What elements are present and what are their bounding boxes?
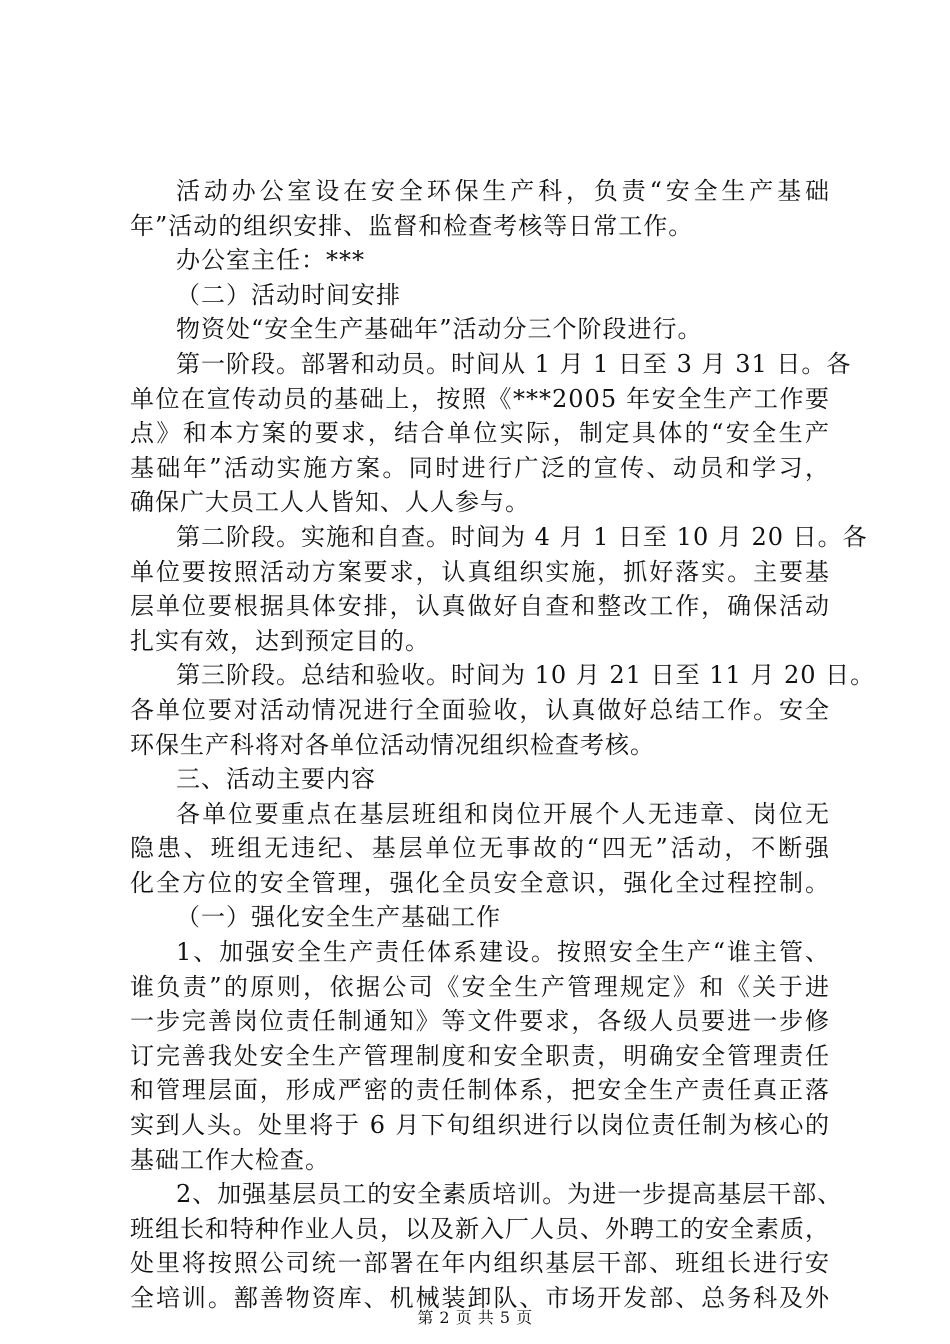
text-line: 和管理层面，形成严密的责任制体系，把安全生产责任真正落 <box>130 1076 830 1105</box>
text-line: 扎实有效，达到预定目的。 <box>130 626 430 655</box>
text-line: 基础工作大检查。 <box>130 1145 330 1174</box>
text-line: 各单位要对活动情况进行全面验收，认真做好总结工作。安全 <box>130 695 830 724</box>
text-line: 环保生产科将对各单位活动情况组织检查考核。 <box>130 730 655 759</box>
page-footer: 第 2 页 共 5 页 <box>417 1308 533 1327</box>
text-line: 物资处“安全生产基础年”活动分三个阶段进行。 <box>176 315 703 344</box>
text-line: 三、活动主要内容 <box>176 765 376 794</box>
document-body <box>130 174 876 1316</box>
text-line: 实到人头。处里将于 6 月下旬组织进行以岗位责任制为核心的 <box>130 1111 830 1140</box>
text-line: 处里将按照公司统一部署在年内组织基层干部、班组长进行安 <box>130 1249 830 1278</box>
text-line: 年”活动的组织安排、监督和检查考核等日常工作。 <box>130 211 694 240</box>
text-line: 一步完善岗位责任制通知》等文件要求，各级人员要进一步修 <box>130 1007 830 1036</box>
text-line: 办公室主任：*** <box>176 246 365 275</box>
text-line: （二）活动时间安排 <box>176 280 401 309</box>
text-line: （一）强化安全生产基础工作 <box>176 903 501 932</box>
text-line: 2、加强基层员工的安全素质培训。为进一步提高基层干部、 <box>176 1180 843 1209</box>
text-line: 点》和本方案的要求，结合单位实际，制定具体的“安全生产 <box>130 419 830 448</box>
text-line: 活动办公室设在安全环保生产科，负责“安全生产基础 <box>176 177 830 205</box>
text-line: 各单位要重点在基层班组和岗位开展个人无违章、岗位无 <box>176 799 830 828</box>
text-line: 层单位要根据具体安排，认真做好自查和整改工作，确保活动 <box>130 592 830 621</box>
text-line: 全培训。鄯善物资库、机械装卸队、市场开发部、总务科及外 <box>130 1284 830 1312</box>
text-line: 隐患、班组无违纪、基层单位无事故的“四无”活动，不断强 <box>130 834 830 863</box>
text-line: 1、加强安全生产责任体系建设。按照安全生产“谁主管、 <box>176 938 830 967</box>
text-line: 第二阶段。实施和自查。时间为 4 月 1 日至 10 月 20 日。各 <box>176 522 868 551</box>
text-line: 单位要按照活动方案要求，认真组织实施，抓好落实。主要基 <box>130 557 830 586</box>
text-line: 第三阶段。总结和验收。时间为 10 月 21 日至 11 月 20 日。 <box>176 661 876 690</box>
text-line: 确保广大员工人人皆知、人人参与。 <box>130 488 530 517</box>
text-line: 单位在宣传动员的基础上，按照《***2005 年安全生产工作要 <box>130 384 830 413</box>
text-line: 第一阶段。部署和动员。时间从 1 月 1 日至 3 月 31 日。各 <box>176 349 852 378</box>
text-line: 谁负责”的原则，依据公司《安全生产管理规定》和《关于进 <box>130 972 830 1001</box>
text-line: 化全方位的安全管理，强化全员安全意识，强化全过程控制。 <box>130 868 830 897</box>
text-line: 班组长和特种作业人员，以及新入厂人员、外聘工的安全素质， <box>130 1214 830 1243</box>
text-line: 订完善我处安全生产管理制度和安全职责，明确安全管理责任 <box>130 1041 830 1070</box>
text-line: 基础年”活动实施方案。同时进行广泛的宣传、动员和学习， <box>130 453 830 482</box>
